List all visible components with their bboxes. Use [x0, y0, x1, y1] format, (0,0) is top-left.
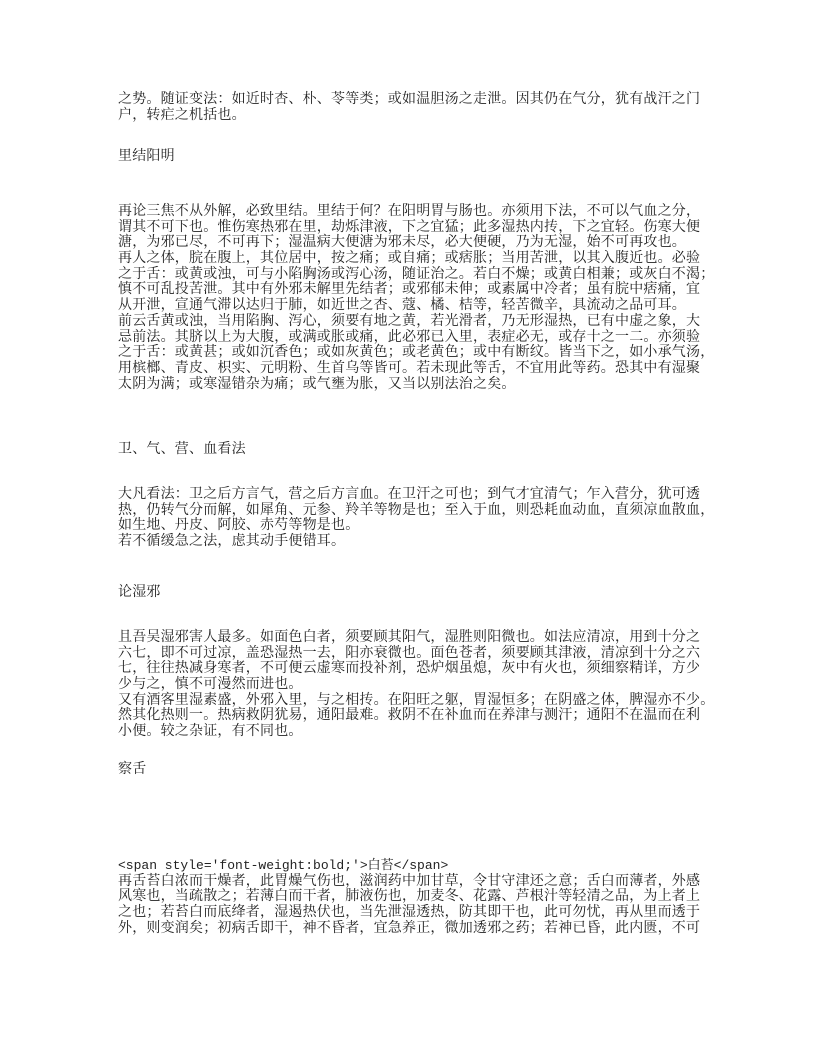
- text-line: 再论三焦不从外解，必致里结。里结于何？在阳明胃与肠也。亦须用下法，不可以气血之分，: [118, 203, 701, 219]
- heading-text: 察舌: [118, 761, 147, 777]
- text-line: 且吾吴湿邪害人最多。如面色白者，须要顾其阳气，湿胜则阳微也。如法应清凉，用到十分之: [118, 629, 701, 645]
- text-line: 谓其不可下也。惟伤寒热邪在里，劫烁津液，下之宜猛；此多湿热内抟，下之宜轻。伤寒大便: [118, 218, 701, 235]
- text-line: 热，仍转气分而解，如犀角、元参、羚羊等物是也；至入于血，则恐耗血动血，直须凉血散血，: [118, 501, 715, 518]
- paragraph-wei-qi-ying-xue: [118, 487, 718, 550]
- section-heading: [118, 442, 718, 458]
- text-line: 慎不可乱投苦泄。其中有外邪未解里先结者；或邪郁未伸；或素属中冷者；虽有脘中痞痛，宜: [118, 281, 701, 298]
- text-line: 之势。随证变法：如近时杏、朴、苓等类；或如温胆汤之走泄。因其仍在气分，犹有战汗之门: [118, 91, 701, 107]
- section-heading: [118, 762, 718, 778]
- paragraph-continuation: [118, 92, 718, 123]
- text-line: 风寒也，当疏散之；若薄白而干者，肺液伤也，加麦冬、花露、芦根汁等轻清之品，为上者上: [118, 888, 701, 905]
- heading-text: 里结阳明: [118, 148, 175, 164]
- text-line: 大凡看法：卫之后方言气，营之后方言血。在卫汗之可也；到气才宜清气；乍入营分，犹可透: [118, 486, 701, 502]
- text-line: 如生地、丹皮、阿胶、赤芍等物是也。: [118, 517, 360, 534]
- text-line: 忌前法。其脐以上为大腹，或满或胀或痛，此必邪已入里，表症必无，或存十之一二。亦须验: [118, 328, 701, 345]
- text-line: 小便。较之杂证，有不同也。: [118, 723, 303, 740]
- heading-text: 卫、气、营、血看法: [118, 441, 246, 457]
- text-line: 溏，为邪已尽，不可再下；湿温病大便溏为邪未尽，必大便硬，乃为无湿，始不可再攻也。: [118, 234, 686, 251]
- text-line: 再舌苔白浓而干燥者，此胃燥气伤也，滋润药中加甘草，令甘守津还之意；舌白而薄者，外感: [118, 872, 701, 889]
- section-heading: [118, 585, 718, 601]
- text-line: 之于舌：或黄或浊，可与小陷胸汤或泻心汤，随证治之。若白不燥；或黄白相兼；或灰白不渴；: [118, 265, 715, 282]
- text-line: 外，则变润矣；初病舌即干，神不昏者，宜急养正，微加透邪之药；若神已昏，此内匮，不可: [118, 919, 701, 936]
- text-line: 太阴为满；或寒湿错杂为痛；或气壅为胀，又当以别法治之矣。: [118, 375, 516, 392]
- text-line: 之也；若苔白而底绛者，湿遏热伏也，当先泄湿透热，防其即干也，此可勿忧，再从里而透于: [118, 904, 701, 921]
- paragraph-cha-she: [118, 858, 718, 936]
- text-line: 又有酒客里湿素盛，外邪入里，与之相抟。在阳旺之躯，胃湿恒多；在阴盛之体，脾湿亦不少。: [118, 691, 715, 708]
- text-line: 再人之体，脘在腹上，其位居中，按之痛；或自痛；或痞胀；当用苦泄，以其入腹近也。必验: [118, 250, 701, 267]
- text-line: 六七，即不可过凉，盖恐湿热一去，阳亦衰微也。面色苍者，须要顾其津液，清凉到十分之六: [118, 644, 701, 661]
- heading-text: 论湿邪: [118, 584, 161, 600]
- text-line: 之于舌：或黄甚；或如沉香色；或如灰黄色；或老黄色；或中有断纹。皆当下之，如小承气汤，: [118, 344, 715, 361]
- text-line: 七，往往热减身寒者，不可便云虚寒而投补剂，恐炉烟虽熄，灰中有火也，须细察精详，方少: [118, 660, 701, 677]
- text-line: 若不循缓急之法，虑其动手便错耳。: [118, 533, 346, 550]
- text-line: 户，转疟之机括也。: [118, 106, 246, 123]
- text-line: 从开泄，宣通气滞以达归于肺，如近世之杏、蔻、橘、桔等，轻苦微辛，具流动之品可耳。: [118, 297, 686, 314]
- text-line: 然其化热则一。热病救阴犹易，通阳最难。救阴不在补血而在养津与测汗；通阳不在温而在利: [118, 707, 701, 724]
- paragraph-lun-shi-xie: [118, 630, 718, 740]
- raw-html-tag-text: <span style='font-weight:bold;'>白苔</span>: [118, 858, 449, 873]
- paragraph-li-jie-yang-ming: [118, 204, 718, 392]
- section-heading: [118, 149, 718, 165]
- text-line: 少与之，慎不可漫然而进也。: [118, 676, 303, 693]
- text-line: 前云舌黄或浊，当用陷胸、泻心，须要有地之黄，若光滑者，乃无形湿热，已有中虚之象，大: [118, 312, 701, 329]
- text-line: 用槟榔、青皮、枳实、元明粉、生首乌等皆可。若未现此等舌，不宜用此等药。恐其中有湿聚: [118, 359, 701, 376]
